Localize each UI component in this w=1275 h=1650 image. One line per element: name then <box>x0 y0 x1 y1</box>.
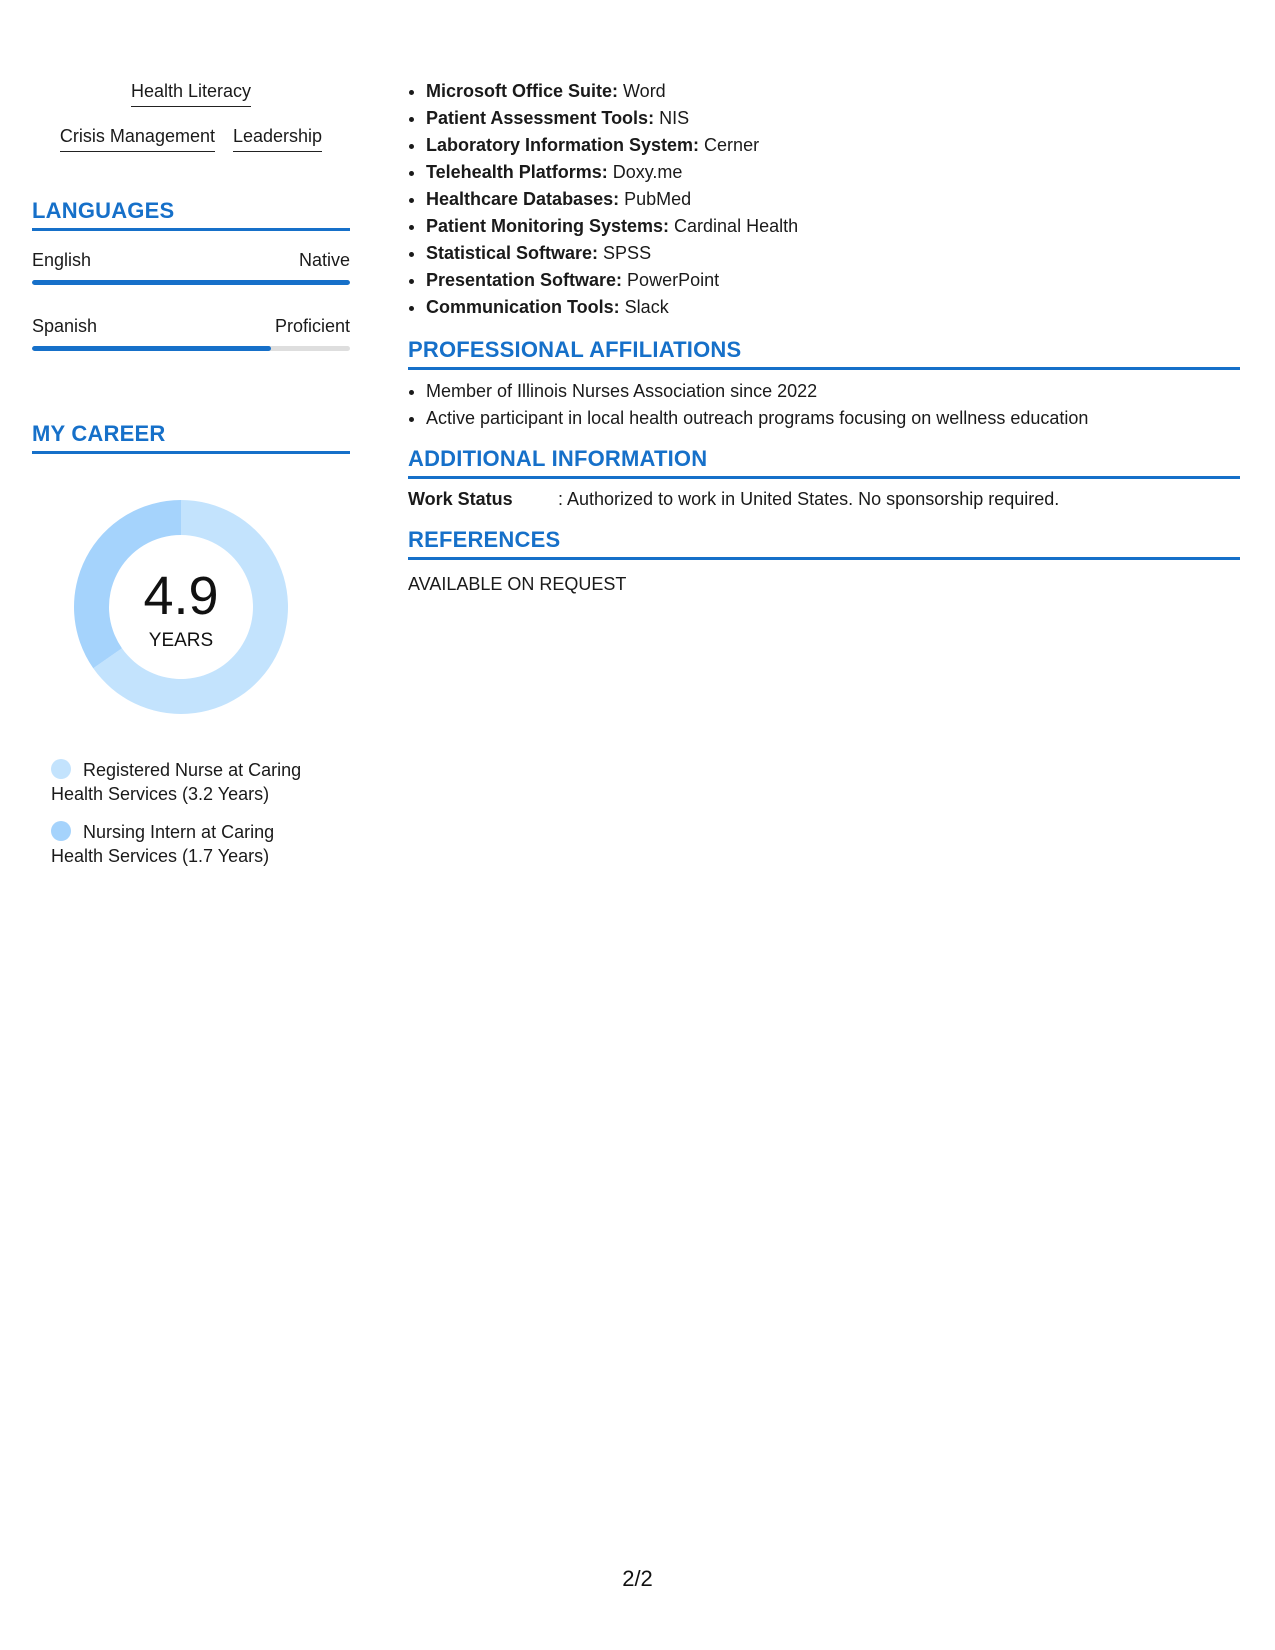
list-item <box>426 159 1240 186</box>
career-center <box>66 492 296 722</box>
language-item <box>32 249 350 285</box>
language-name: Spanish <box>32 316 98 336</box>
page-number: 2/2 <box>622 1566 653 1591</box>
affiliations-title: PROFESSIONAL AFFILIATIONS <box>408 337 1240 370</box>
legend-dot-icon <box>51 759 71 779</box>
tool-value: Doxy.me <box>607 162 683 182</box>
skill-tag: Health Literacy <box>131 80 251 107</box>
languages-section <box>32 198 350 351</box>
work-status-label: Work Status <box>408 489 513 509</box>
legend-item <box>51 820 321 868</box>
language-level: Proficient <box>274 316 350 336</box>
list-item <box>426 186 1240 213</box>
skills-row-1 <box>32 80 350 107</box>
additional-title: ADDITIONAL INFORMATION <box>408 446 1240 479</box>
list-item <box>426 294 1240 321</box>
career-section <box>32 421 350 868</box>
legend-label: Registered Nurse at Caring Health Services (3.2 Years) <box>51 760 302 804</box>
tool-name: Statistical Software: <box>426 243 599 263</box>
language-level: Native <box>298 250 350 270</box>
references-text: AVAILABLE ON REQUEST <box>408 574 627 594</box>
left-column <box>32 80 350 882</box>
tool-value: PowerPoint <box>622 270 720 290</box>
work-status-value: : Authorized to work in United States. No sponsorship required. <box>558 489 1060 509</box>
tool-value: Cerner <box>699 135 760 155</box>
list-item: • Active participant in local health outreach programs focusing on wellness education <box>426 405 1240 432</box>
tool-name: Microsoft Office Suite: <box>426 81 619 101</box>
tool-name: Patient Monitoring Systems: <box>426 216 670 236</box>
skill-tag: Leadership <box>233 125 322 152</box>
work-status-row <box>408 487 1240 511</box>
affiliations-list <box>408 378 1240 432</box>
right-column <box>408 78 1240 596</box>
career-total-years: 4.9 <box>143 566 219 626</box>
tool-value: SPSS <box>598 243 652 263</box>
list-item <box>426 240 1240 267</box>
career-legend <box>51 758 321 868</box>
list-item: • Member of Illinois Nurses Association since 2022 <box>426 378 1240 405</box>
additional-section <box>408 446 1240 511</box>
legend-label: Nursing Intern at Caring Health Services (1.7 Years) <box>51 822 275 866</box>
language-bar <box>32 280 350 285</box>
tools-list <box>408 78 1240 321</box>
legend-item <box>51 758 321 806</box>
career-donut-chart <box>66 492 296 722</box>
language-bar-fill <box>32 346 271 351</box>
references-section <box>408 527 1240 596</box>
language-name: English <box>32 250 92 270</box>
tool-value: NIS <box>654 108 690 128</box>
references-title: REFERENCES <box>408 527 1240 560</box>
career-years-label: YEARS <box>148 630 214 651</box>
affiliations-section <box>408 337 1240 432</box>
tool-name: Presentation Software: <box>426 270 623 290</box>
tool-value: Slack <box>619 297 669 317</box>
tool-value: Cardinal Health <box>669 216 799 236</box>
language-bar-fill <box>32 280 350 285</box>
tool-name: Laboratory Information System: <box>426 135 700 155</box>
language-bar <box>32 346 350 351</box>
tool-name: Patient Assessment Tools: <box>426 108 655 128</box>
list-item <box>426 78 1240 105</box>
tool-name: Communication Tools: <box>426 297 620 317</box>
skills-row-2 <box>32 125 350 152</box>
career-title: MY CAREER <box>32 421 350 454</box>
list-item <box>426 132 1240 159</box>
list-item <box>426 267 1240 294</box>
skill-tag: Crisis Management <box>60 125 215 152</box>
language-item <box>32 315 350 351</box>
legend-dot-icon <box>51 821 71 841</box>
tool-value: Word <box>618 81 666 101</box>
tool-name: Healthcare Databases: <box>426 189 620 209</box>
list-item <box>426 105 1240 132</box>
tool-value: PubMed <box>619 189 692 209</box>
list-item <box>426 213 1240 240</box>
languages-title: LANGUAGES <box>32 198 350 231</box>
tool-name: Telehealth Platforms: <box>426 162 608 182</box>
